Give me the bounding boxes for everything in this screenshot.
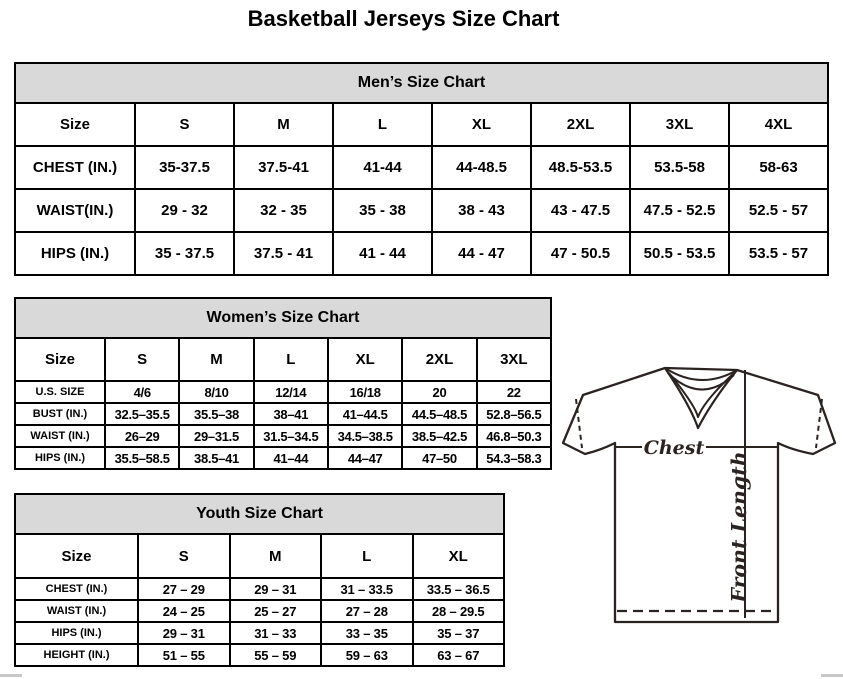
youth-cell: 33 – 35 <box>321 622 413 644</box>
men-column-header: Size <box>15 103 135 146</box>
women-cell: 31.5–34.5 <box>254 425 328 447</box>
men-column-header: 4XL <box>729 103 828 146</box>
women-row-label: U.S. SIZE <box>15 381 105 403</box>
youth-cell: 31 – 33.5 <box>321 578 413 600</box>
women-cell: 44.5–48.5 <box>402 403 476 425</box>
women-column-header: L <box>254 338 328 381</box>
men-cell: 52.5 - 57 <box>729 189 828 232</box>
youth-row-label: HIPS (IN.) <box>15 622 138 644</box>
men-cell: 35-37.5 <box>135 146 234 189</box>
youth-cell: 25 – 27 <box>230 600 322 622</box>
scrollbar-fragment-right <box>821 674 843 677</box>
men-cell: 37.5 - 41 <box>234 232 333 275</box>
women-cell: 41–44 <box>254 447 328 469</box>
women-cell: 4/6 <box>105 381 179 403</box>
women-column-header: S <box>105 338 179 381</box>
men-column-header: M <box>234 103 333 146</box>
youth-size-chart-table <box>14 493 505 667</box>
women-column-header: XL <box>328 338 402 381</box>
women-cell: 16/18 <box>328 381 402 403</box>
front-length-label: Front Length <box>727 451 751 603</box>
men-table-title: Men’s Size Chart <box>15 63 828 103</box>
youth-row-label: HEIGHT (IN.) <box>15 644 138 666</box>
men-cell: 53.5-58 <box>630 146 729 189</box>
men-cell: 41 - 44 <box>333 232 432 275</box>
women-cell: 54.3–58.3 <box>477 447 551 469</box>
men-cell: 53.5 - 57 <box>729 232 828 275</box>
youth-column-header: L <box>321 534 413 578</box>
men-cell: 35 - 38 <box>333 189 432 232</box>
youth-cell: 29 – 31 <box>230 578 322 600</box>
women-cell: 20 <box>402 381 476 403</box>
women-cell: 44–47 <box>328 447 402 469</box>
men-cell: 35 - 37.5 <box>135 232 234 275</box>
women-row-label: BUST (IN.) <box>15 403 105 425</box>
womens-size-chart-table <box>14 297 552 470</box>
women-cell: 29–31.5 <box>179 425 253 447</box>
men-column-header: S <box>135 103 234 146</box>
men-row-label: CHEST (IN.) <box>15 146 135 189</box>
youth-cell: 31 – 33 <box>230 622 322 644</box>
men-cell: 37.5-41 <box>234 146 333 189</box>
women-cell: 12/14 <box>254 381 328 403</box>
men-row-label: WAIST(IN.) <box>15 189 135 232</box>
scrollbar-fragment-left <box>0 674 22 677</box>
jersey-outline-shape <box>563 368 835 622</box>
youth-cell: 24 – 25 <box>138 600 230 622</box>
youth-cell: 27 – 29 <box>138 578 230 600</box>
men-cell: 44 - 47 <box>432 232 531 275</box>
women-cell: 34.5–38.5 <box>328 425 402 447</box>
youth-row-label: WAIST (IN.) <box>15 600 138 622</box>
women-row-label: WAIST (IN.) <box>15 425 105 447</box>
men-cell: 58-63 <box>729 146 828 189</box>
women-cell: 26–29 <box>105 425 179 447</box>
youth-column-header: Size <box>15 534 138 578</box>
mens-size-chart-table <box>14 62 829 276</box>
men-cell: 47.5 - 52.5 <box>630 189 729 232</box>
women-column-header: M <box>179 338 253 381</box>
men-cell: 48.5-53.5 <box>531 146 630 189</box>
youth-table-title: Youth Size Chart <box>15 494 504 534</box>
youth-column-header: S <box>138 534 230 578</box>
men-cell: 32 - 35 <box>234 189 333 232</box>
youth-cell: 28 – 29.5 <box>413 600 505 622</box>
men-cell: 29 - 32 <box>135 189 234 232</box>
women-column-header: Size <box>15 338 105 381</box>
women-row-label: HIPS (IN.) <box>15 447 105 469</box>
men-row-label: HIPS (IN.) <box>15 232 135 275</box>
youth-cell: 63 – 67 <box>413 644 505 666</box>
men-column-header: L <box>333 103 432 146</box>
women-cell: 22 <box>477 381 551 403</box>
women-cell: 41–44.5 <box>328 403 402 425</box>
youth-cell: 55 – 59 <box>230 644 322 666</box>
page-title: Basketball Jerseys Size Chart <box>247 6 560 31</box>
men-cell: 44-48.5 <box>432 146 531 189</box>
women-cell: 35.5–58.5 <box>105 447 179 469</box>
women-cell: 8/10 <box>179 381 253 403</box>
women-cell: 46.8–50.3 <box>477 425 551 447</box>
women-column-header: 3XL <box>477 338 551 381</box>
men-column-header: 2XL <box>531 103 630 146</box>
women-cell: 52.8–56.5 <box>477 403 551 425</box>
men-cell: 38 - 43 <box>432 189 531 232</box>
women-column-header: 2XL <box>402 338 476 381</box>
youth-row-label: CHEST (IN.) <box>15 578 138 600</box>
women-cell: 38.5–41 <box>179 447 253 469</box>
women-cell: 38.5–42.5 <box>402 425 476 447</box>
men-cell: 41-44 <box>333 146 432 189</box>
youth-cell: 29 – 31 <box>138 622 230 644</box>
women-cell: 47–50 <box>402 447 476 469</box>
men-column-header: 3XL <box>630 103 729 146</box>
youth-cell: 51 – 55 <box>138 644 230 666</box>
youth-cell: 27 – 28 <box>321 600 413 622</box>
youth-cell: 33.5 – 36.5 <box>413 578 505 600</box>
chest-label: Chest <box>643 437 705 459</box>
women-cell: 35.5–38 <box>179 403 253 425</box>
jersey-measurement-diagram <box>555 355 843 645</box>
women-cell: 38–41 <box>254 403 328 425</box>
youth-cell: 35 – 37 <box>413 622 505 644</box>
youth-cell: 59 – 63 <box>321 644 413 666</box>
women-table-title: Women’s Size Chart <box>15 298 551 338</box>
men-cell: 47 - 50.5 <box>531 232 630 275</box>
youth-column-header: M <box>230 534 322 578</box>
youth-column-header: XL <box>413 534 505 578</box>
men-column-header: XL <box>432 103 531 146</box>
women-cell: 32.5–35.5 <box>105 403 179 425</box>
men-cell: 43 - 47.5 <box>531 189 630 232</box>
men-cell: 50.5 - 53.5 <box>630 232 729 275</box>
